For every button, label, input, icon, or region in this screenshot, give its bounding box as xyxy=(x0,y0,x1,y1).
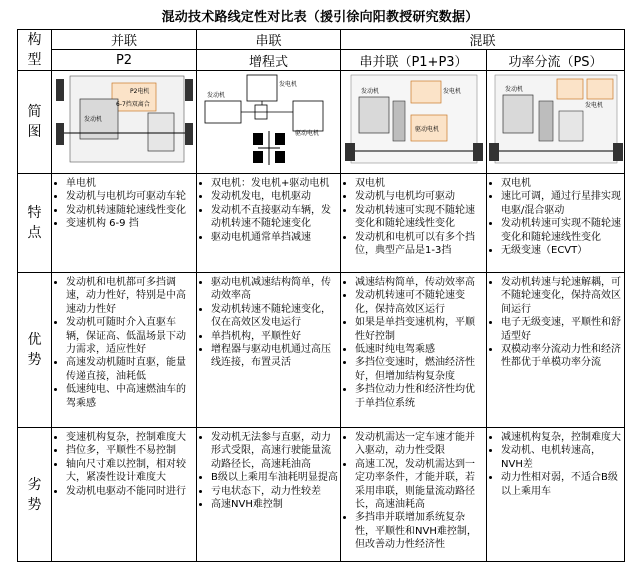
list-item: • 高速NVH难控制 xyxy=(211,498,338,511)
list-item: • 电子无级变速，平顺性和舒适型好 xyxy=(501,316,622,343)
list-item: • 驱动电机通常单挡减速 xyxy=(211,231,338,244)
row-label-features xyxy=(18,174,52,273)
erev-label-generator: 发电机 xyxy=(279,81,298,88)
bullet-list xyxy=(54,276,194,410)
pros-erev xyxy=(197,273,341,428)
page-title: 混动技术路线定性对比表（援引徐向阳教授研究数据） xyxy=(161,10,479,25)
erev-label-drive-motor: 驱动电机 xyxy=(295,130,320,137)
comparison-table xyxy=(17,29,625,562)
diagram-cell-p1p3 xyxy=(341,71,487,174)
list-item: • 发动机需达一定车速才能并入驱动，动力性受限 xyxy=(355,431,484,458)
list-item: • 轴向尺寸难以控制，相对较大，紧凑性设计难度大 xyxy=(66,458,194,485)
list-item: • 高速发动机随时直驱，能量传递直接，油耗低 xyxy=(66,356,194,383)
list-item: • 多挡位变速时，燃油经济性好，但增加结构复杂度 xyxy=(355,356,484,383)
list-item: • 多挡位动力性和经济性均优于单挡位系统 xyxy=(355,383,484,410)
list-item: • 双模动率分流动力性和经济性都优于单模功率分流 xyxy=(501,343,622,370)
list-item: • 双电机 xyxy=(355,177,484,190)
list-item: • 速比可调，通过行星排实现电驱/混合驱动 xyxy=(501,190,622,217)
erev-diagram xyxy=(197,71,340,171)
list-item: • 发动机转速可不随轮速变化，保持高效区运行 xyxy=(355,289,484,316)
row-label-cons-1: 劣 xyxy=(27,476,42,493)
header-subtype-p2: P2 xyxy=(52,50,197,71)
list-item: • 多挡串并联增加系统复杂性，平顺性和NVH难控制，但改善动力性经济性 xyxy=(355,511,484,551)
list-item: • 发动机转速随轮速线性变化 xyxy=(66,204,194,217)
bullet-list xyxy=(54,431,194,498)
diagram-cell-erev xyxy=(197,71,341,174)
list-item: • 双电机 xyxy=(501,177,622,190)
row-label-diagram xyxy=(18,71,52,174)
row-label-features-2: 点 xyxy=(27,225,42,241)
list-item: • 变速机构 6-9 挡 xyxy=(66,217,194,230)
list-item: • 亏电状态下，动力性较差 xyxy=(211,485,338,498)
erev-label-engine: 发动机 xyxy=(207,92,226,99)
features-ps xyxy=(487,174,625,273)
pros-p1p3 xyxy=(341,273,487,428)
list-item: • 双电机：发电机+驱动电机 xyxy=(211,177,338,190)
row-label-cons xyxy=(18,428,52,562)
cons-p1p3 xyxy=(341,428,487,562)
list-item: • 减速结构简单，传动效率高 xyxy=(355,276,484,289)
list-item: • 发动机与电机均可驱动车轮 xyxy=(66,190,194,203)
p2-label-dct: 6-7挡双离合 xyxy=(116,101,150,108)
bullet-list xyxy=(199,177,338,244)
list-item: • 发动机可随时介入直驱车辆，保证高、低温场景下动力需求，适应性好 xyxy=(66,316,194,356)
header-type-label-bottom: 型 xyxy=(27,52,42,68)
cons-ps xyxy=(487,428,625,562)
ps-label-generator: 发电机 xyxy=(585,102,604,109)
list-item: • 发动机、电机转速高，NVH差 xyxy=(501,444,622,471)
list-item: • 发动机和电机都可多挡调速，动力性好，特别是中高速动力性好 xyxy=(66,276,194,316)
pros-ps xyxy=(487,273,625,428)
row-label-cons-2: 势 xyxy=(27,496,42,513)
list-item: • 驱动电机减速结构简单，传动效率高 xyxy=(211,276,338,303)
ps-diagram xyxy=(487,71,624,171)
p2-label-motor: P2电机 xyxy=(130,88,150,95)
list-item: • 发动机转速可实现不随轮速变化和随轮速线性变化 xyxy=(355,204,484,231)
header-type-label-top: 构 xyxy=(27,32,42,48)
list-item: • 减速机构复杂，控制难度大 xyxy=(501,431,622,444)
header-group-parallel: 并联 xyxy=(52,30,197,50)
cons-p2 xyxy=(52,428,197,562)
bullet-list xyxy=(54,177,194,231)
p1p3-label-engine: 发动机 xyxy=(361,88,380,95)
list-item: • 发动机发电，电机驱动 xyxy=(211,190,338,203)
features-erev xyxy=(197,174,341,273)
row-label-pros xyxy=(18,273,52,428)
row-label-features-1: 特 xyxy=(27,205,42,221)
header-type-label xyxy=(18,30,52,71)
list-item: • 发动机转速与轮速解耦，可不随轮速变化，保持高效区间运行 xyxy=(501,276,622,316)
list-item: • 变速机构复杂，控制难度大 xyxy=(66,431,194,444)
row-label-pros-1: 优 xyxy=(27,332,42,348)
p1p3-label-generator: 发电机 xyxy=(443,88,462,95)
list-item: • 如果是单挡变速机构，平顺性好控制 xyxy=(355,316,484,343)
header-group-hybrid: 混联 xyxy=(341,30,625,50)
header-subtype-erev: 增程式 xyxy=(197,50,341,71)
list-item: • 无级变速（ECVT） xyxy=(501,244,622,257)
bullet-list xyxy=(489,431,622,498)
list-item: • 单电机 xyxy=(66,177,194,190)
bullet-list xyxy=(199,431,338,511)
list-item: • 发动机不直接驱动车辆，发动机转速不随轮速变化 xyxy=(211,204,338,231)
header-subtype-p1p3: 串并联（P1+P3） xyxy=(341,50,487,71)
list-item: • 发动机转速不随轮速变化，仅在高效区发电运行 xyxy=(211,303,338,330)
list-item: • 单挡机构，平顺性好 xyxy=(211,330,338,343)
list-item: • 低速时纯电驾乘感 xyxy=(355,343,484,356)
header-group-series: 串联 xyxy=(197,30,341,50)
list-item: • B级以上乘用车油耗明显提高 xyxy=(211,471,338,484)
pros-p2 xyxy=(52,273,197,428)
diagram-cell-ps xyxy=(487,71,625,174)
diagram-cell-p2 xyxy=(52,71,197,174)
list-item: • 发动机无法参与直驱，动力形式受限，高速行驶能量流动路径长，高速耗油高 xyxy=(211,431,338,471)
list-item: • 挡位多，平顺性不易控制 xyxy=(66,444,194,457)
features-p1p3 xyxy=(341,174,487,273)
p1p3-label-drive-motor: 驱动电机 xyxy=(415,126,440,133)
row-label-diagram-1: 简 xyxy=(27,104,42,120)
bullet-list xyxy=(343,276,484,410)
list-item: • 发动机电驱动不能同时进行 xyxy=(66,485,194,498)
header-subtype-ps: 功率分流（PS） xyxy=(487,50,625,71)
p2-label-engine: 发动机 xyxy=(84,116,103,123)
bullet-list xyxy=(343,177,484,257)
list-item: • 高速工况，发动机需达到一定功率条件，才能并联，若采用串联，则能量流动路径长，高速油耗高 xyxy=(355,458,484,512)
p2-diagram xyxy=(52,71,196,171)
list-item: • 发动机和电机可以有多个挡位，典型产品是1-3挡 xyxy=(355,231,484,258)
list-item: • 增程器与驱动电机通过高压线连接，布置灵活 xyxy=(211,343,338,370)
row-label-diagram-2: 图 xyxy=(27,124,42,140)
ps-label-engine: 发动机 xyxy=(505,86,524,93)
bullet-list xyxy=(199,276,338,370)
bullet-list xyxy=(489,276,622,370)
bullet-list xyxy=(343,431,484,552)
list-item: • 低速纯电、中高速燃油车的驾乘感 xyxy=(66,383,194,410)
list-item: • 发动机转速可实现不随轮速变化和随轮速线性变化 xyxy=(501,217,622,244)
list-item: • 动力性相对弱，不适合B级以上乘用车 xyxy=(501,471,622,498)
row-label-pros-2: 势 xyxy=(27,352,42,368)
features-p2 xyxy=(52,174,197,273)
cons-erev xyxy=(197,428,341,562)
p1p3-diagram xyxy=(341,71,486,171)
list-item: • 发动机与电机均可驱动 xyxy=(355,190,484,203)
bullet-list xyxy=(489,177,622,257)
